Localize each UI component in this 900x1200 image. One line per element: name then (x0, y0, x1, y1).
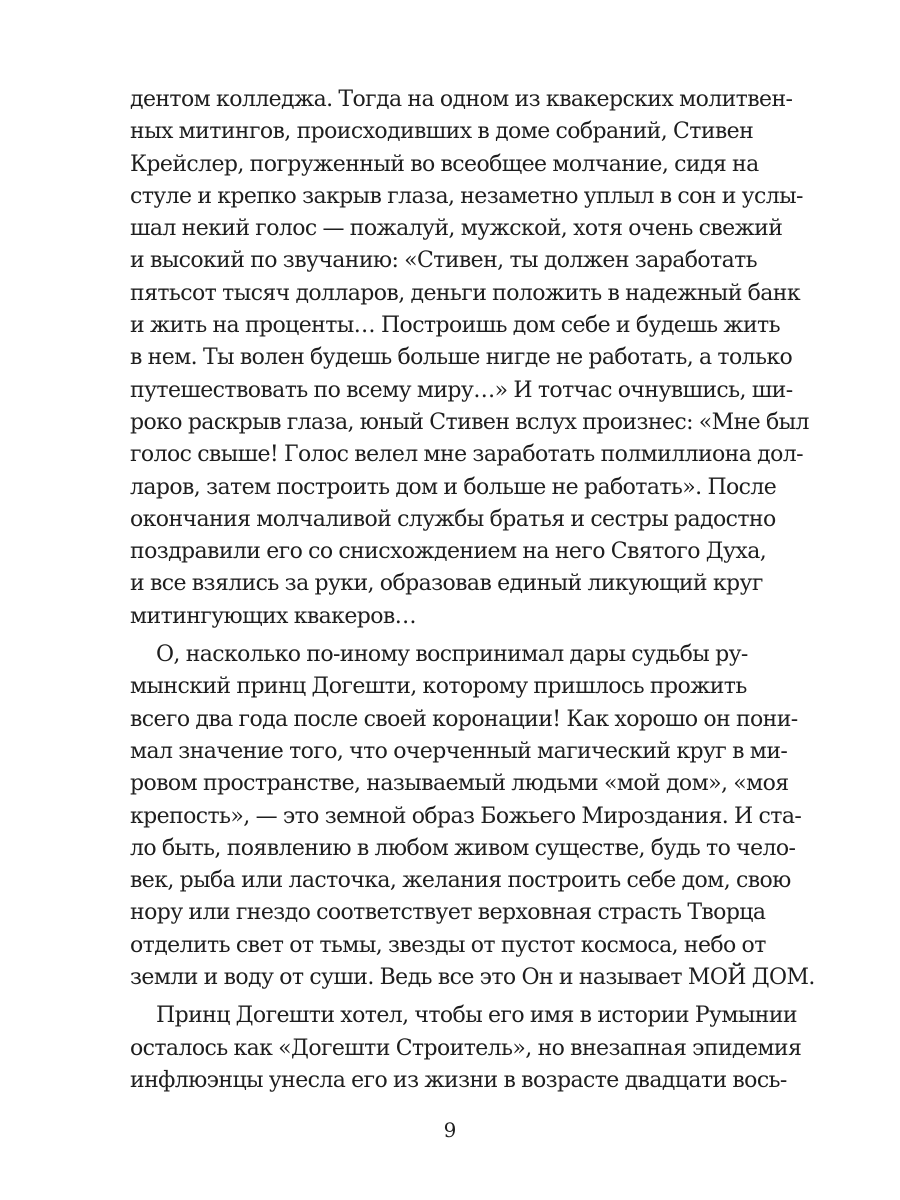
text-line: голос свыше! Голос велел мне заработать полмиллиона дол- (130, 442, 803, 468)
paragraph (130, 639, 815, 994)
text-line: ных митингов, происходивших в доме собраний, Стивен (130, 119, 754, 145)
text-line: путешествовать по всему миру…» И тотчас очнувшись, ши- (130, 377, 793, 403)
text-line: всего два года после своей коронации! Как хорошо он пони- (130, 706, 798, 732)
paragraph (130, 1000, 802, 1097)
text-line: нору или гнездо соответствует верховная страсть Творца (130, 900, 766, 926)
text-line: пятьсот тысяч долларов, деньги положить в надежный банк (130, 280, 801, 306)
text-line: митингующих квакеров… (130, 603, 417, 629)
text-line: шал некий голос — пожалуй, мужской, хотя очень свежий (130, 216, 783, 242)
text-line: окончания молчаливой службы братья и сестры радостно (130, 506, 776, 532)
text-line: крепость», — это земной образ Божьего Мироздания. И ста- (130, 803, 802, 829)
text-line: и все взялись за руки, образовав единый ликующий круг (130, 571, 763, 597)
text-line: век, рыба или ласточка, желания построить себе дом, свою (130, 868, 791, 894)
text-line: земли и воду от суши. Ведь все это Он и называет МОЙ ДОМ. (130, 965, 815, 991)
text-line: и жить на проценты… Построишь дом себе и будешь жить (130, 313, 780, 339)
text-line: ларов, затем построить дом и больше не работать». После (130, 474, 777, 500)
text-line: О, насколько по-иному воспринимал дары судьбы ру- (156, 642, 748, 668)
text-line: Принц Догешти хотел, чтобы его имя в истории Румынии (156, 1003, 797, 1029)
text-line: и высокий по звучанию: «Стивен, ты должен заработать (130, 248, 758, 274)
text-line: отделить свет от тьмы, звезды от пустот космоса, небо от (130, 932, 766, 958)
text-line: ло быть, появлению в любом живом существе, будь то чело- (130, 835, 796, 861)
text-line: роко раскрыв глаза, юный Стивен вслух произнес: «Мне был (130, 409, 809, 435)
text-line: стуле и крепко закрыв глаза, незаметно уплыл в сон и услы- (130, 183, 803, 209)
text-line: дентом колледжа. Тогда на одном из квакерских молитвен- (130, 87, 793, 112)
page-number: 9 (443, 1118, 457, 1142)
text-line: инфлюэнцы унесла его из жизни в возрасте двадцати вось- (130, 1067, 787, 1093)
text-line: мынский принц Догешти, которому пришлось прожить (130, 674, 747, 700)
text-line: мал значение того, что очерченный магический круг в ми- (130, 738, 788, 764)
text-line: осталось как «Догешти Строитель», но внезапная эпидемия (130, 1035, 802, 1061)
text-line: в нем. Ты волен будешь больше нигде не работать, а только (130, 345, 793, 371)
paragraph (130, 84, 809, 633)
text-line: Крейслер, погруженный во всеобщее молчание, сидя на (130, 151, 759, 177)
text-line: поздравили его со снисхождением на него Святого Духа, (130, 539, 767, 565)
text-line: ровом пространстве, называемый людьми «мой дом», «моя (130, 771, 789, 797)
body-text (130, 84, 815, 1097)
